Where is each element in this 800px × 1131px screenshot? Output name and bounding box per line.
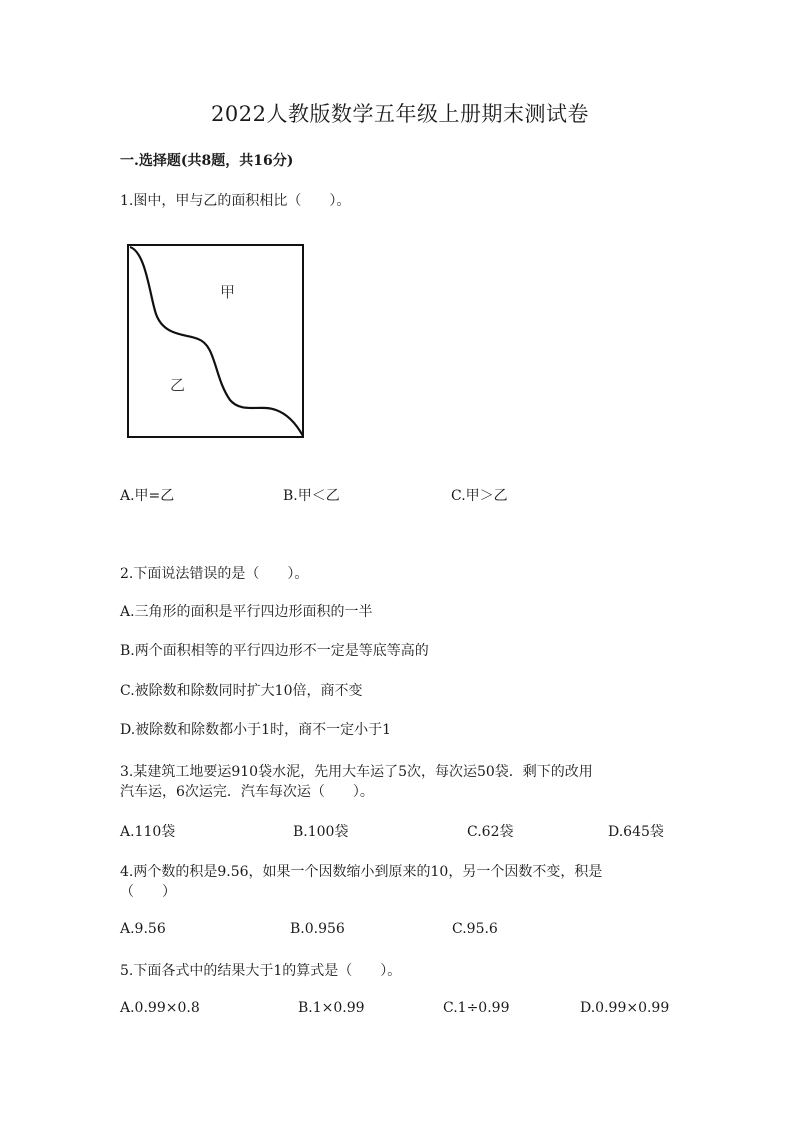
- q4-option-b: B.0.956: [290, 921, 345, 937]
- section-heading: 一.选择题(共8题，共16分): [120, 153, 294, 169]
- question-3-stem-line2: 汽车运，6次运完．汽车每次运（ ）。: [120, 784, 374, 800]
- area-figure: [126, 242, 308, 446]
- q3-option-c: C.62袋: [467, 824, 514, 840]
- q2-option-a: A.三角形的面积是平行四边形面积的一半: [120, 604, 373, 620]
- question-2-stem: 2.下面说法错误的是（ ）。: [120, 566, 309, 582]
- q2-option-b: B.两个面积相等的平行四边形不一定是等底等高的: [120, 643, 429, 659]
- q1-option-c: C.甲＞乙: [451, 488, 508, 504]
- q1-option-b: B.甲＜乙: [283, 488, 340, 504]
- q2-option-c: C.被除数和除数同时扩大10倍，商不变: [120, 683, 363, 699]
- q1-option-a: A.甲=乙: [120, 488, 175, 504]
- question-3-stem-line1: 3.某建筑工地要运910袋水泥，先用大车运了5次，每次运50袋．剩下的改用: [120, 764, 593, 780]
- q4-option-c: C.95.6: [452, 921, 498, 937]
- q5-option-d: D.0.99×0.99: [580, 1000, 670, 1016]
- square-outline: [128, 245, 303, 437]
- q3-option-d: D.645袋: [608, 824, 664, 840]
- q5-option-c: C.1÷0.99: [443, 1000, 510, 1016]
- question-4-stem-line1: 4.两个数的积是9.56，如果一个因数缩小到原来的10，另一个因数不变，积是: [120, 864, 603, 880]
- square-curve-diagram: [126, 242, 308, 442]
- q3-option-b: B.100袋: [293, 824, 349, 840]
- question-5-stem: 5.下面各式中的结果大于1的算式是（ ）。: [120, 963, 402, 979]
- label-jia: 甲: [220, 283, 236, 301]
- q2-option-d: D.被除数和除数都小于1时，商不一定小于1: [120, 722, 391, 738]
- question-4-stem-line2: （ ）: [120, 884, 176, 900]
- page-title: 2022人教版数学五年级上册期末测试卷: [211, 102, 589, 126]
- q5-option-a: A.0.99×0.8: [120, 1000, 200, 1016]
- q4-option-a: A.9.56: [120, 921, 166, 937]
- question-1-stem: 1.图中，甲与乙的面积相比（ ）。: [120, 193, 351, 209]
- label-yi: 乙: [170, 376, 186, 394]
- dividing-curve: [130, 247, 303, 436]
- q5-option-b: B.1×0.99: [298, 1000, 365, 1016]
- q3-option-a: A.110袋: [120, 824, 176, 840]
